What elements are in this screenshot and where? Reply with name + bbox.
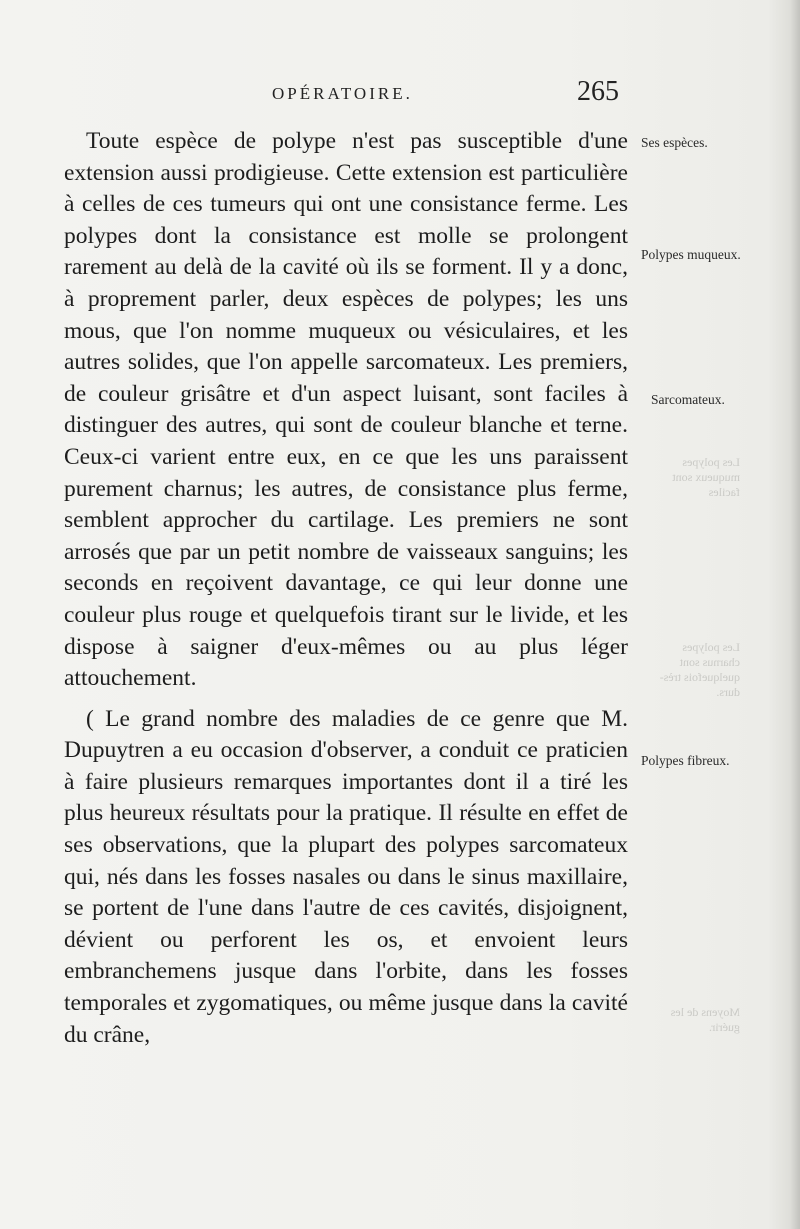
- margin-note-sarcomatous: Sarcomateux.: [651, 392, 725, 407]
- page-edge-shadow: [790, 0, 800, 1229]
- running-head: OPÉRATOIRE.: [272, 84, 413, 103]
- margin-note-species: Ses espèces.: [641, 135, 708, 150]
- margin-note-fibrous-polyps: Polypes fibreux.: [641, 753, 730, 768]
- body-text: [64, 126, 628, 1051]
- paragraph-dupuytren-observations: ( Le grand nombre des maladies de ce genre que M. Dupuytren a eu occasion d'observer, a conduit ce praticien à faire plusieurs remarques importantes dont il a tiré les plus heureux résultats pour la pratique. Il résulte en effet de ses observations, que la plupart des polypes sarcomateux qui, nés dans les fosses nasales ou dans le sinus maxillaire, se portent de l'une dans l'autre de ces cavités, disjoignent, dévient ou perforent les os, et envoient leurs embranchemens jusque dans l'orbite, dans les fosses temporales et zygomatiques, ou même jusque dans la cavité du crâne,: [64, 705, 628, 1048]
- margin-note-mucous-polyps: Polypes muqueux.: [641, 247, 741, 262]
- paragraph-polyp-species: Toute espèce de polype n'est pas susceptible d'une extension aussi prodigieuse. Cette extension est particulière à celles de ces tumeurs qui ont une consistance ferme. Les polypes dont la consistance est molle se prolongent rarement au delà de la cavité où ils se forment. Il y a donc, à proprement parler, deux espèces de polypes; les uns mous, que l'on nomme muqueux ou vésiculaires, et les autres solides, que l'on appelle sarcomateux. Les premiers, de couleur grisâtre et d'un aspect luisant, sont faciles à distinguer des autres, qui sont de couleur blanche et terne. Ceux-ci varient entre eux, en ce que les uns paraissent purement charnus; les autres, de consistance plus ferme, semblent approcher du cartilage. Les premiers ne sont arrosés que par un petit nombre de vaisseaux sanguins; les seconds en reçoivent davantage, ce qui leur donne une couleur plus rouge et quelquefois tirant sur le livide, et les dispose à saigner d'eux-mêmes ou au plus léger attouchement.: [64, 128, 628, 692]
- bleed-through-text: Moyens de les guérir.: [670, 1005, 740, 1034]
- bleed-through-text: Les polypes muqueux sont faciles: [672, 455, 740, 499]
- page-number: 265: [577, 76, 619, 107]
- bleed-through-text: Les polypes charnus sont quelquefois très-durs.: [659, 640, 740, 699]
